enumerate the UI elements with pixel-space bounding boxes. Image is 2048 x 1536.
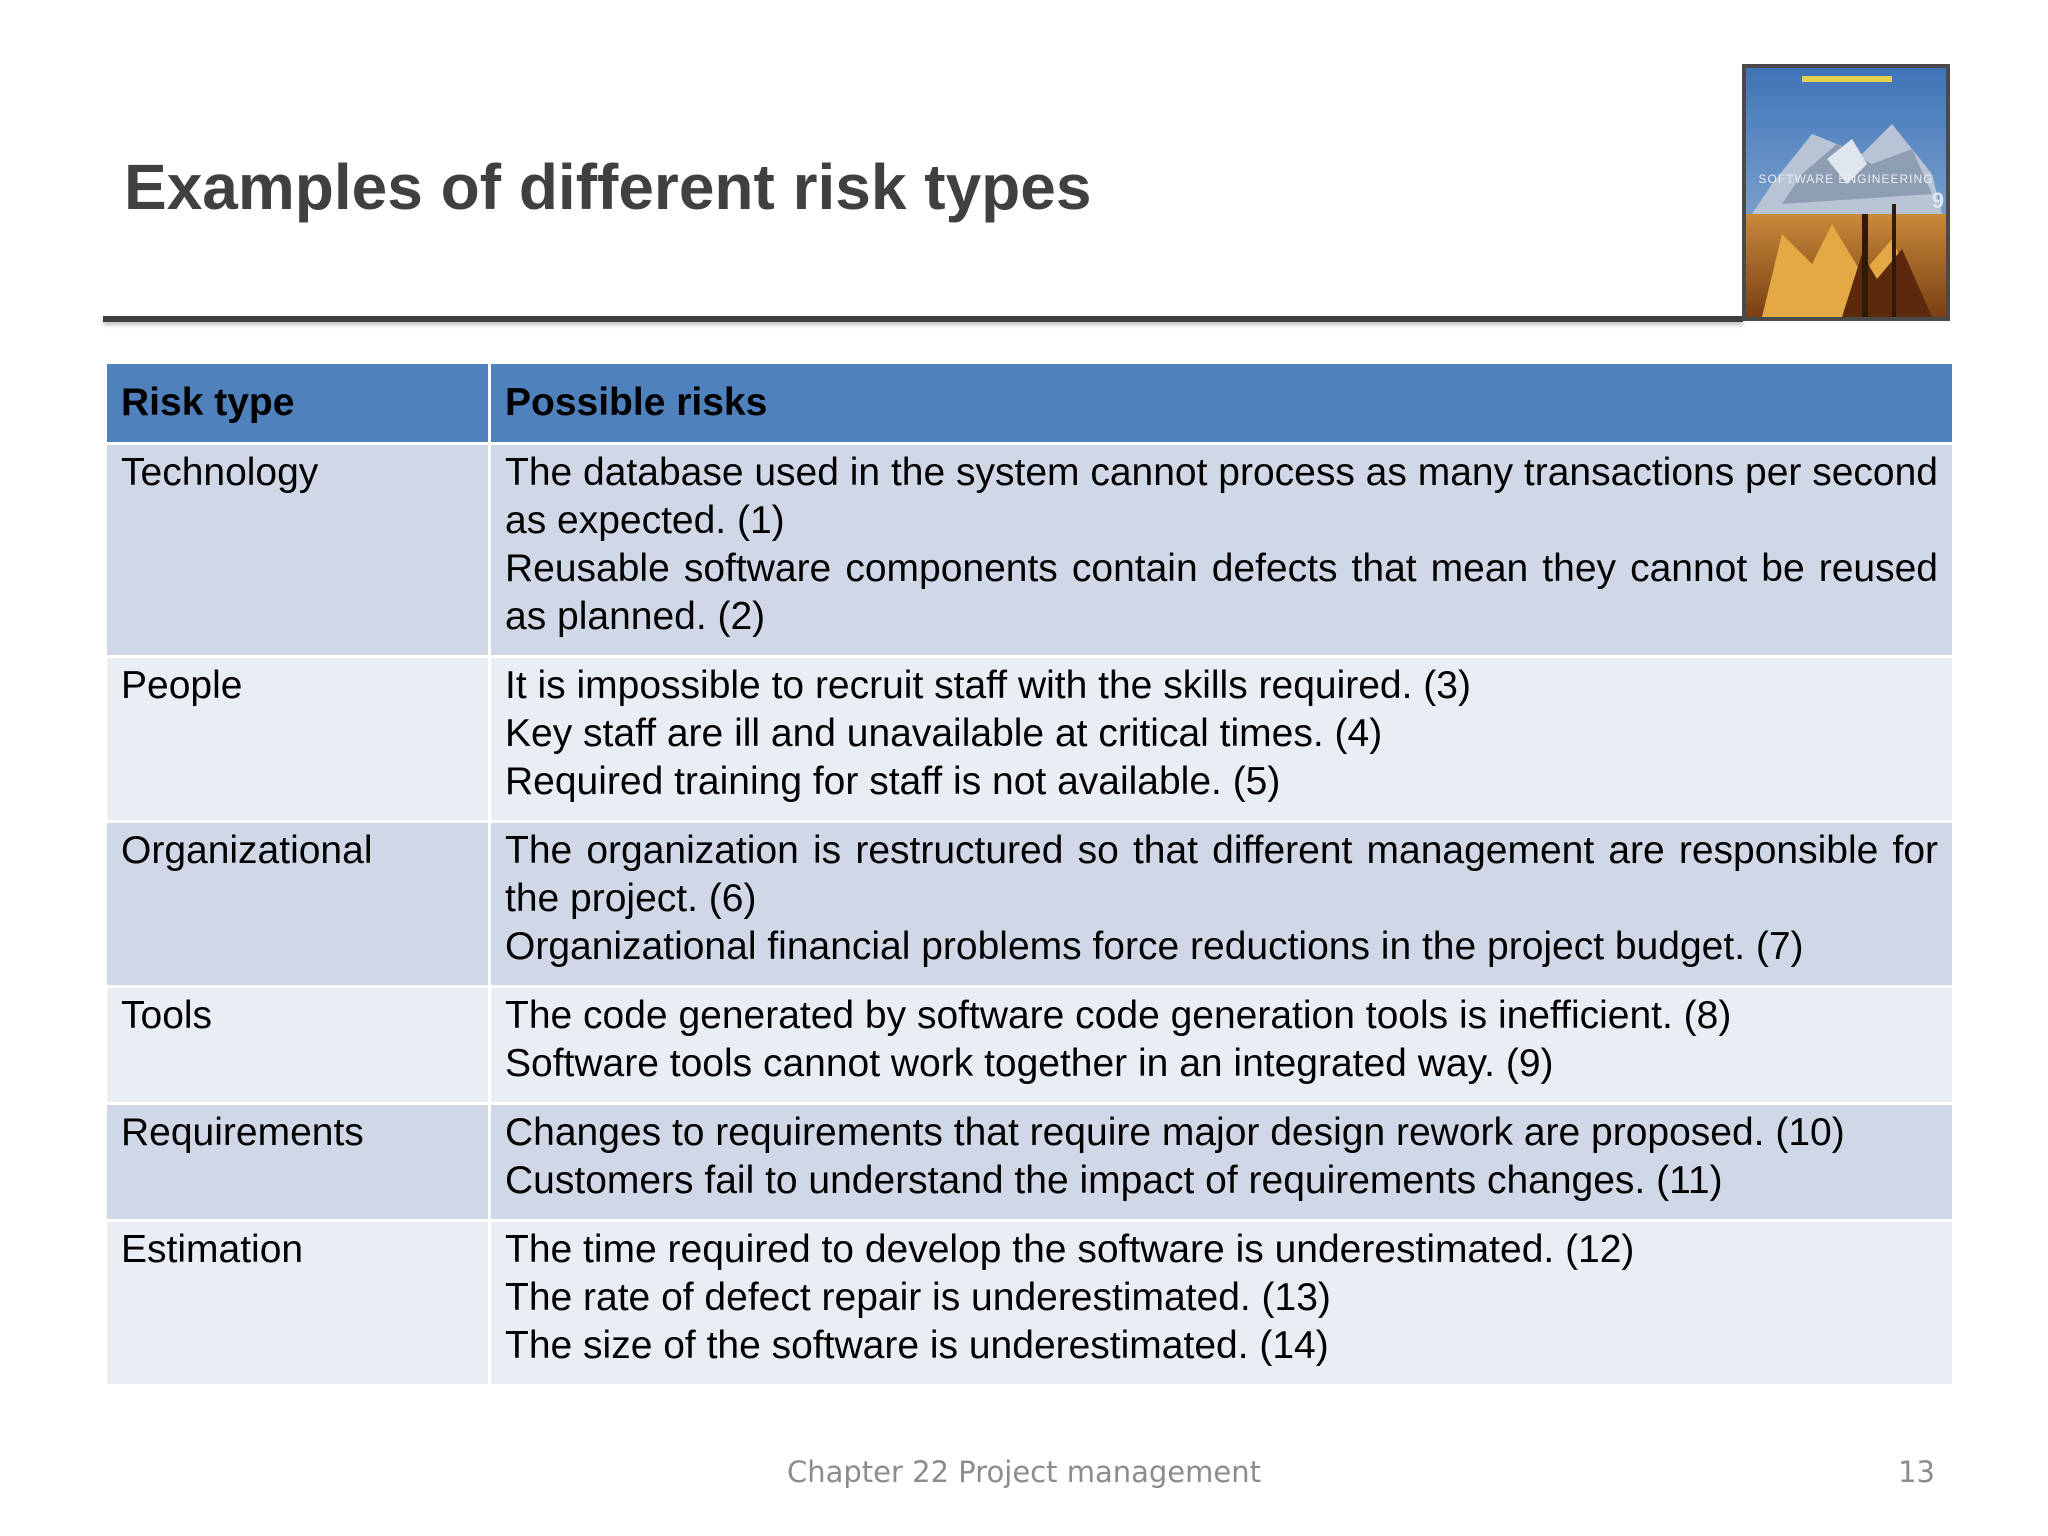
header-risk-type: Risk type: [106, 363, 490, 444]
table-row: [106, 1221, 1954, 1386]
risk-type-cell: Requirements: [106, 1104, 490, 1221]
title-divider: [103, 316, 1743, 322]
risk-item: The size of the software is underestimated. (14): [505, 1324, 1329, 1367]
book-cover-image: [1742, 64, 1950, 321]
possible-risks-cell: [490, 987, 1954, 1104]
risk-item: The time required to develop the software is underestimated. (12): [505, 1228, 1635, 1271]
book-cover-illustration: [1742, 64, 1950, 321]
risk-item: Required training for staff is not available. (5): [505, 760, 1281, 803]
possible-risks-cell: [490, 657, 1954, 822]
risk-item: Reusable software components contain defects that mean they cannot be reused as planned. (2): [505, 547, 1938, 638]
footer-page-number: 13: [1898, 1455, 1935, 1489]
risk-type-cell: Tools: [106, 987, 490, 1104]
possible-risks-cell: [490, 1104, 1954, 1221]
table-row: [106, 657, 1954, 822]
possible-risks-cell: [490, 444, 1954, 657]
risk-item: The code generated by software code generation tools is inefficient. (8): [505, 994, 1732, 1037]
footer-chapter: Chapter 22 Project management: [787, 1455, 1261, 1489]
possible-risks-cell: [490, 822, 1954, 987]
risk-item: The organization is restructured so that different management are responsible for the project. (6): [505, 829, 1938, 920]
risk-item: The database used in the system cannot process as many transactions per second as expected. (1): [505, 451, 1938, 542]
table-row: [106, 822, 1954, 987]
possible-risks-cell: [490, 1221, 1954, 1386]
risk-types-table: [104, 361, 1955, 1387]
risk-item: Customers fail to understand the impact of requirements changes. (11): [505, 1159, 1723, 1202]
book-cover-edition: 9: [1931, 188, 1944, 213]
risk-item: Organizational financial problems force reductions in the project budget. (7): [505, 925, 1804, 968]
table-row: [106, 1104, 1954, 1221]
risk-type-cell: Organizational: [106, 822, 490, 987]
table-row: [106, 987, 1954, 1104]
risk-item: The rate of defect repair is underestimated. (13): [505, 1276, 1331, 1319]
table-header-row: [106, 363, 1954, 444]
table-row: [106, 444, 1954, 657]
risk-type-cell: Technology: [106, 444, 490, 657]
risk-item: Key staff are ill and unavailable at critical times. (4): [505, 712, 1383, 755]
book-cover-title: SOFTWARE ENGINEERING: [1758, 172, 1934, 186]
risk-item: It is impossible to recruit staff with the skills required. (3): [505, 664, 1471, 707]
risk-item: Changes to requirements that require major design rework are proposed. (10): [505, 1111, 1845, 1154]
risk-type-cell: People: [106, 657, 490, 822]
risk-type-cell: Estimation: [106, 1221, 490, 1386]
risk-item: Software tools cannot work together in an integrated way. (9): [505, 1042, 1554, 1085]
slide-title: Examples of different risk types: [124, 151, 1092, 223]
header-possible-risks: Possible risks: [490, 363, 1954, 444]
